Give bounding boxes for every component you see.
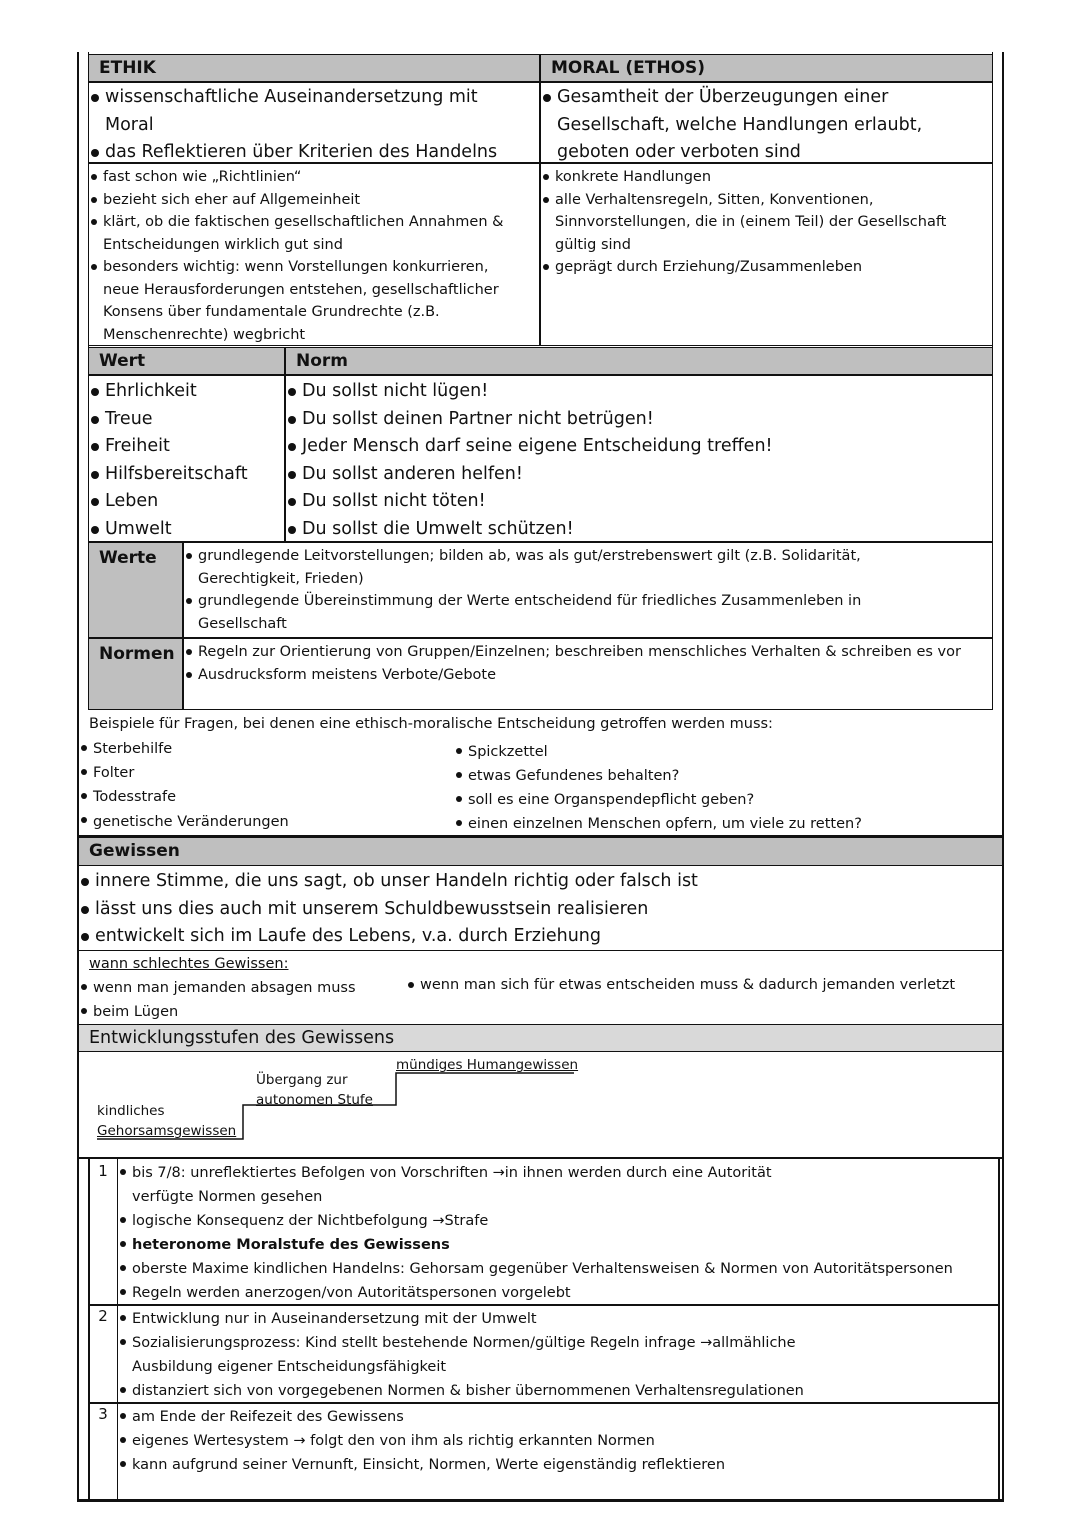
normen-label: Normen bbox=[88, 638, 183, 710]
werte-definition-cell bbox=[183, 542, 993, 638]
stage-item: kann aufgrund seiner Vernunft, Einsicht, Normen, Werte eigenständig reflektieren bbox=[118, 1453, 998, 1477]
stair-diagram bbox=[79, 1052, 1002, 1158]
norm-header: Norm bbox=[285, 347, 993, 375]
stage-3-content bbox=[117, 1403, 998, 1499]
moral-main-list bbox=[541, 84, 986, 167]
stage-number: 2 bbox=[98, 1307, 108, 1325]
ethik-details-cell bbox=[88, 163, 540, 346]
stages-table-inner-left bbox=[88, 1159, 90, 1499]
gewissen-header: Gewissen bbox=[79, 838, 1002, 866]
stage-item: Regeln werden anerzogen/von Autoritätspersonen vorgelebt bbox=[118, 1281, 998, 1304]
norm-item: Du sollst nicht töten! bbox=[286, 488, 992, 516]
examples-right-list bbox=[454, 740, 974, 836]
examples-intro: Beispiele für Fragen, bei denen eine ethisch-moralische Entscheidung getroffen werden muss: bbox=[89, 716, 773, 732]
ethik-main-item: das Reflektieren über Kriterien des Handelns bbox=[89, 139, 533, 167]
moral-details-list bbox=[541, 166, 966, 279]
norm-item: Du sollst anderen helfen! bbox=[286, 461, 992, 489]
stage-item: oberste Maxime kindlichen Handelns: Gehorsam gegenüber Verhaltensweisen & Normen von Autoritätspersonen bbox=[118, 1257, 998, 1281]
norm-item: Jeder Mensch darf seine eigene Entscheidung treffen! bbox=[286, 433, 992, 461]
example-item: soll es eine Organspendepflicht geben? bbox=[454, 788, 974, 812]
schlechtes-gewissen-left-list bbox=[79, 976, 399, 1024]
normen-definition-item: Ausdrucksform meistens Verbote/Gebote bbox=[184, 664, 984, 687]
ethik-detail-item: besonders wichtig: wenn Vorstellungen konkurrieren, neue Herausforderungen entstehen, gesellschaftlicher Konsens über fundamentale Grundrechte (z.B. Menschenrechte) wegbricht bbox=[89, 256, 507, 346]
stufen-header: Entwicklungsstufen des Gewissens bbox=[79, 1024, 1002, 1052]
werte-definition-item: grundlegende Leitvorstellungen; bilden ab, was als gut/erstrebenswert gilt (z.B. Solidarität, Gerechtigkeit, Frieden) bbox=[184, 545, 914, 590]
stage-item: Entwicklung nur in Auseinandersetzung mit der Umwelt bbox=[118, 1307, 998, 1331]
wert-item: Ehrlichkeit bbox=[89, 378, 284, 406]
normen-definition-item: Regeln zur Orientierung von Gruppen/Einzelnen; beschreiben menschliches Verhalten & schreiben es vor bbox=[184, 641, 984, 664]
stages-table-inner-right bbox=[998, 1159, 1000, 1499]
norm-item: Du sollst nicht lügen! bbox=[286, 378, 992, 406]
example-item: genetische Veränderungen bbox=[79, 809, 439, 835]
gewissen-item: entwickelt sich im Laufe des Lebens, v.a. durch Erziehung bbox=[79, 923, 1002, 951]
stage-item: bis 7/8: unreflektiertes Befolgen von Vorschriften →in ihnen werden durch eine Autorität verfügte Normen gesehen bbox=[118, 1161, 832, 1209]
werte-definition-list bbox=[184, 545, 914, 635]
ethik-main-cell bbox=[88, 82, 540, 163]
normen-list-cell bbox=[285, 375, 993, 542]
example-item: Spickzettel bbox=[454, 740, 974, 764]
wert-item: Treue bbox=[89, 406, 284, 434]
gewissen-list-cell bbox=[79, 866, 1002, 951]
stair-step2-line1: Übergang zur bbox=[256, 1072, 348, 1088]
normen-definition-list bbox=[184, 641, 984, 686]
ethik-details-list bbox=[89, 166, 507, 346]
stair-step1-line1: kindliches bbox=[97, 1103, 165, 1119]
stage-item: am Ende der Reifezeit des Gewissens bbox=[118, 1405, 998, 1429]
norm-item: Du sollst deinen Partner nicht betrügen! bbox=[286, 406, 992, 434]
stage-1-list bbox=[118, 1161, 998, 1304]
ethik-main-item: wissenschaftliche Auseinandersetzung mit Moral bbox=[89, 84, 505, 139]
stage-number: 1 bbox=[98, 1162, 108, 1180]
stage-2-list bbox=[118, 1307, 998, 1403]
ethik-main-list bbox=[89, 84, 533, 167]
ethik-header: ETHIK bbox=[88, 54, 540, 82]
stage-3-list bbox=[118, 1405, 998, 1477]
stair-step1-line2: Gehorsamsgewissen bbox=[97, 1123, 237, 1139]
ethik-detail-item: klärt, ob die faktischen gesellschaftlichen Annahmen & Entscheidungen wirklich gut sind bbox=[89, 211, 507, 256]
page-bottom-rule bbox=[77, 1499, 1004, 1502]
gewissen-list bbox=[79, 868, 1002, 951]
normen-list bbox=[286, 378, 992, 543]
werte-label: Werte bbox=[88, 542, 183, 638]
example-item: Sterbehilfe bbox=[79, 737, 439, 761]
schlechtes-gewissen-item: wenn man sich für etwas entscheiden muss & dadurch jemanden verletzt bbox=[406, 974, 1001, 997]
schlechtes-gewissen-item: beim Lügen bbox=[79, 1000, 399, 1024]
stage-item: logische Konsequenz der Nichtbefolgung →Strafe bbox=[118, 1209, 998, 1233]
wert-item: Freiheit bbox=[89, 433, 284, 461]
examples-left-list bbox=[79, 737, 439, 835]
moral-detail-item: alle Verhaltensregeln, Sitten, Konventionen, Sinnvorstellungen, die in (einem Teil) der Gesellschaft gültig sind bbox=[541, 189, 966, 257]
werte-list-cell bbox=[88, 375, 285, 542]
stage-2-content bbox=[117, 1305, 998, 1402]
moral-details-cell bbox=[540, 163, 993, 346]
example-item: Todesstrafe bbox=[79, 785, 439, 809]
wert-item: Leben bbox=[89, 488, 284, 516]
moral-header: MORAL (ETHOS) bbox=[540, 54, 993, 82]
schlechtes-gewissen-right-list bbox=[406, 974, 1001, 997]
moral-detail-item: konkrete Handlungen bbox=[541, 166, 966, 189]
stage-number: 3 bbox=[98, 1405, 108, 1423]
wert-item: Hilfsbereitschaft bbox=[89, 461, 284, 489]
stage-item: heteronome Moralstufe des Gewissens bbox=[118, 1233, 998, 1257]
example-item: einen einzelnen Menschen opfern, um viele zu retten? bbox=[454, 812, 974, 836]
stair-step2-line2: autonomen Stufe bbox=[256, 1092, 373, 1108]
stage-item: Sozialisierungsprozess: Kind stellt bestehende Normen/gültige Regeln infrage →allmähliche Ausbildung eigener Entscheidungsfähigkeit bbox=[118, 1331, 852, 1379]
normen-definition-cell bbox=[183, 638, 993, 710]
norm-item: Du sollst die Umwelt schützen! bbox=[286, 516, 992, 544]
stage-1-content bbox=[117, 1159, 998, 1304]
wert-item: Umwelt bbox=[89, 516, 284, 544]
gewissen-item: lässt uns dies auch mit unserem Schuldbewusstsein realisieren bbox=[79, 896, 1002, 924]
ethik-detail-item: bezieht sich eher auf Allgemeinheit bbox=[89, 189, 507, 212]
ethik-detail-item: fast schon wie „Richtlinien“ bbox=[89, 166, 507, 189]
moral-detail-item: geprägt durch Erziehung/Zusammenleben bbox=[541, 256, 966, 279]
example-item: Folter bbox=[79, 761, 439, 785]
gewissen-item: innere Stimme, die uns sagt, ob unser Handeln richtig oder falsch ist bbox=[79, 868, 1002, 896]
schlechtes-gewissen-item: wenn man jemanden absagen muss bbox=[79, 976, 399, 1000]
stage-item: distanziert sich von vorgegebenen Normen & bisher übernommenen Verhaltensregulationen bbox=[118, 1379, 998, 1403]
moral-main-cell bbox=[540, 82, 993, 163]
moral-main-item: Gesamtheit der Überzeugungen einer Gesellschaft, welche Handlungen erlaubt, geboten oder verboten sind bbox=[541, 84, 957, 167]
wert-header: Wert bbox=[88, 347, 285, 375]
werte-definition-item: grundlegende Übereinstimmung der Werte entscheidend für friedliches Zusammenleben in Gesellschaft bbox=[184, 590, 914, 635]
werte-list bbox=[89, 378, 284, 543]
schlechtes-gewissen-label: wann schlechtes Gewissen: bbox=[89, 956, 289, 972]
stage-item: eigenes Wertesystem → folgt den von ihm als richtig erkannten Normen bbox=[118, 1429, 998, 1453]
stair-step3-label: mündiges Humangewissen bbox=[396, 1057, 579, 1073]
example-item: etwas Gefundenes behalten? bbox=[454, 764, 974, 788]
